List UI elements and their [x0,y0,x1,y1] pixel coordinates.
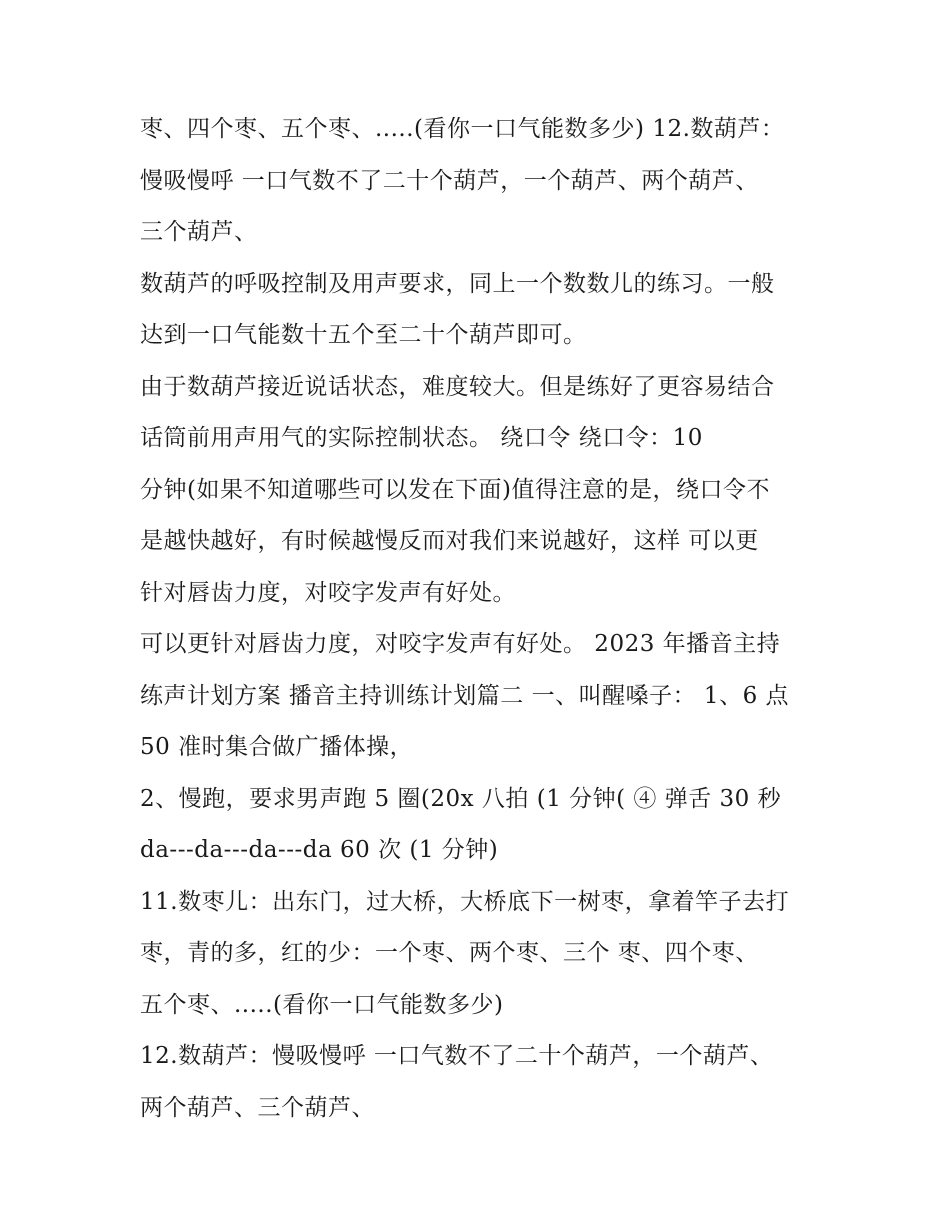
document-body [140,110,820,1140]
text-line: 慢吸慢呼 一口气数不了二十个葫芦，一个葫芦、两个葫芦、 [140,167,759,194]
text-line: 练声计划方案 播音主持训练计划篇二 一、叫醒嗓子： 1、6 点 [140,682,790,709]
text-line: 达到一口气能数十五个至二十个葫芦即可。 [140,322,587,348]
text-line: 三个葫芦、 [140,219,258,245]
text-line: 是越快越好，有时候越慢反而对我们来说越好，这样 可以更 [140,528,759,554]
text-line: 可以更针对唇齿力度，对咬字发声有好处。 2023 年播音主持 [140,631,781,657]
text-line: 2、慢跑，要求男声跑 5 圈(20x 八拍 (1 分钟( ④ 弹舌 30 秒 [140,785,782,812]
text-line: 50 准时集合做广播体操， [140,734,414,760]
text-line: 针对唇齿力度，对咬字发声有好处。 [140,579,516,606]
text-line: 两个葫芦、三个葫芦、 [140,1094,375,1121]
text-line: 话筒前用声用气的实际控制状态。 绕口令 绕口令：10 [140,425,703,451]
text-line: 由于数葫芦接近说话状态，难度较大。但是练好了更容易结合 [140,373,775,400]
text-line: 五个枣、.....(看你一口气能数多少) [140,991,504,1018]
text-line: 11.数枣儿：出东门，过大桥，大桥底下一树枣，拿着竿子去打 [140,888,790,915]
text-line: 数葫芦的呼吸控制及用声要求，同上一个数数儿的练习。一般 [140,270,775,297]
text-line: 12.数葫芦：慢吸慢呼 一口气数不了二十个葫芦，一个葫芦、 [140,1043,774,1069]
text-line: 枣、四个枣、五个枣、.....(看你一口气能数多少) 12.数葫芦： [140,116,785,142]
text-line: 枣，青的多，红的少：一个枣、两个枣、三个 枣、四个枣、 [140,940,759,966]
text-line: 分钟(如果不知道哪些可以发在下面)值得注意的是，绕口令不 [140,476,770,503]
text-line: da---da---da---da 60 次 (1 分钟) [140,837,499,863]
